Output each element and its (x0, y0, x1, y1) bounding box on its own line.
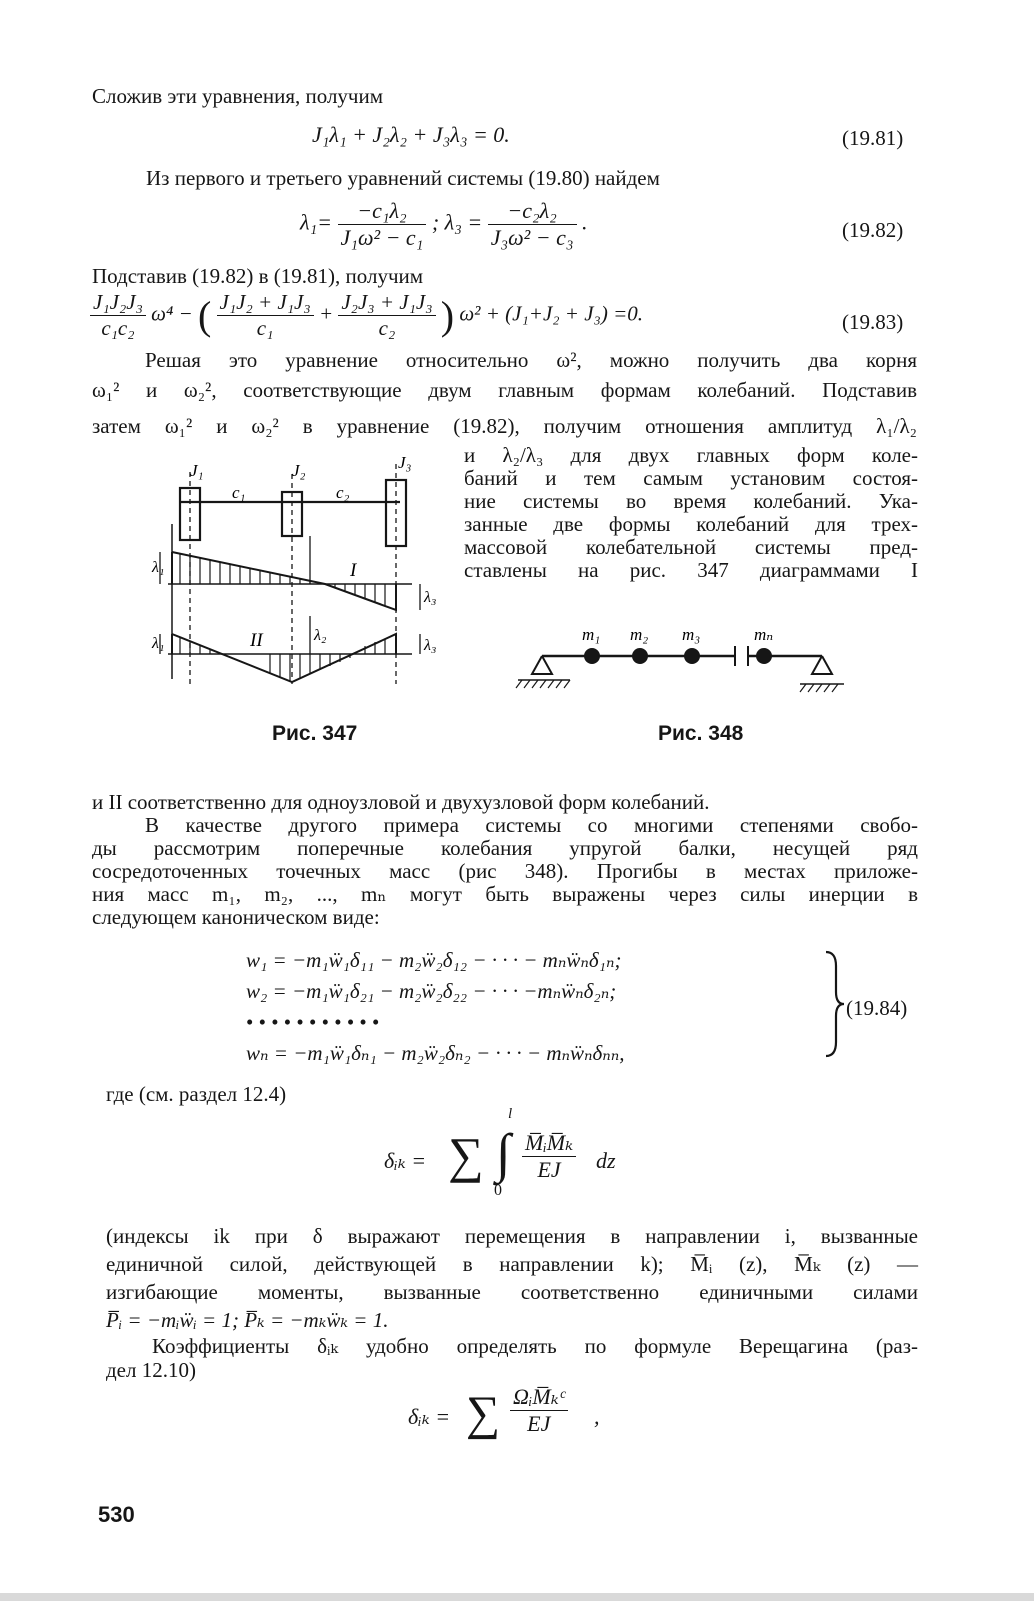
paragraph-line: ды рассмотрим поперечные колебания упругой балки, несущей ряд (92, 836, 918, 860)
eq-part: , (594, 1404, 600, 1429)
label-m3: m₃ (682, 625, 701, 644)
disc-1 (180, 488, 200, 540)
side-column (464, 444, 918, 582)
equation-19-82 (300, 198, 588, 251)
mass-1 (584, 648, 600, 664)
eq-part: ω⁴ − (151, 301, 193, 326)
eq-part: + (318, 301, 334, 326)
figure-caption-348: Рис. 348 (658, 722, 744, 745)
equation-tag: (19.82) (842, 218, 904, 242)
fraction-denominator: EJ (537, 1157, 561, 1182)
equation-19-83 (90, 290, 643, 341)
right-paren: ) (440, 293, 455, 338)
equation-system-19-84 (246, 948, 625, 1072)
paragraph-line: дел 12.10) (106, 1358, 196, 1382)
integral-upper: l (508, 1106, 513, 1122)
fraction-numerator: J₂J₃ + J₁J₃ (338, 290, 435, 316)
fraction-numerator: J₁J₂ + J₁J₃ (217, 290, 314, 316)
fraction-denominator: J₁ω² − c₁ (340, 225, 424, 250)
equation-tag: (19.84) (846, 996, 908, 1020)
eq-part: ; λ₃ = (431, 209, 483, 235)
figure-348 (510, 620, 860, 700)
paragraph-line: Решая это уравнение относительно ω², можно получить два корня (145, 348, 917, 372)
fraction (90, 290, 146, 341)
eq-part: . (582, 209, 588, 235)
mass-3 (684, 648, 700, 664)
paragraph-line: и λ₂/λ₃ для двух главных форм коле- (464, 443, 918, 467)
eq-part: δᵢₖ = (408, 1404, 451, 1429)
page-number: 530 (98, 1502, 135, 1527)
label-form-I: I (350, 560, 357, 581)
fraction-numerator: M̅ᵢM̅ₖ (522, 1130, 576, 1157)
fraction-numerator: −c₂λ₂ (488, 198, 577, 225)
label-form-II: II (250, 630, 263, 651)
fraction (338, 290, 435, 341)
paragraph-line: затем ω₁² и ω₂² в уравнение (19.82), получим отношения амплитуд λ₁/λ₂ (92, 414, 917, 438)
fraction-denominator: EJ (527, 1411, 551, 1436)
system-row: w₁ = −m₁ẅ₁δ₁₁ − m₂ẅ₂δ₁₂ − · · · − mₙẅₙδ₁ₙ; (246, 948, 622, 972)
paragraph-line: (индексы ik при δ выражают перемещения в направлении i, вызванные (106, 1224, 918, 1248)
mass-n (756, 648, 772, 664)
label-lambda2: λ₂ (314, 627, 327, 644)
fraction-numerator: ΩᵢM̅ₖᶜ (510, 1384, 568, 1411)
label-lambda3: λ₃ (424, 589, 437, 606)
sum-sign: ∑ (448, 1127, 484, 1183)
mass-2 (632, 648, 648, 664)
fraction (338, 198, 427, 251)
label-m2: m₂ (630, 625, 649, 644)
paragraph-line: ω₁² и ω₂², соответствующие двум главным формам колебаний. Подставив (92, 378, 917, 402)
sum-sign: ∑ (466, 1387, 501, 1440)
text-line: где (см. раздел 12.4) (106, 1082, 287, 1106)
fraction (217, 290, 314, 341)
paragraph (106, 1222, 918, 1334)
equation-tag: (19.83) (842, 310, 904, 334)
fraction-denominator: c₁c₂ (101, 316, 135, 340)
eq-part: dz (596, 1148, 616, 1173)
text-line: Из первого и третьего уравнений системы (19.80) найдем (146, 166, 660, 190)
eq-part: λ₁= (300, 209, 333, 235)
paragraph-line: занные две формы колебаний для трех- (464, 512, 918, 536)
system-row: w₂ = −m₁ẅ₁δ₂₁ − m₂ẅ₂δ₂₂ − · · · −mₙẅₙδ₂ₙ; (246, 979, 617, 1003)
fraction-denominator: c₂ (378, 316, 396, 340)
label-lambda1: λ₁ (152, 559, 165, 576)
paragraph-line: ние системы во время колебаний. Ука- (464, 489, 918, 513)
paragraph (106, 1334, 918, 1382)
integral-sign: ∫ (496, 1123, 511, 1183)
eq-part: ω² + (J₁+J₂ + J₃) =0. (459, 301, 644, 326)
fraction-numerator: J₁J₂J₃ (90, 290, 146, 316)
eq-part: δᵢₖ = (384, 1148, 427, 1173)
left-paren: ( (197, 293, 212, 338)
figure-347 (150, 454, 450, 704)
text-line: и II соответственно для одноузловой и двухузловой форм колебаний. (92, 790, 710, 814)
fraction (510, 1384, 568, 1437)
paragraph-line: В качестве другого примера системы со многими степенями свобо- (145, 813, 918, 837)
system-row-dots: • • • • • • • • • • • (246, 1010, 380, 1034)
paragraph-line: Коэффициенты δᵢₖ удобно определять по формуле Верещагина (раз- (152, 1334, 918, 1358)
paragraph-line: ния масс m₁, m₂, ..., mₙ могут быть выражены через силы инерции в (92, 882, 918, 906)
figure-caption-347: Рис. 347 (272, 722, 358, 745)
equation-19-81: J₁λ₁ + J₂λ₂ + J₃λ₃ = 0. (312, 122, 510, 147)
paragraph-line: единичной силой, действующей в направлении k); M̅ᵢ (z), M̅ₖ (z) — (106, 1252, 918, 1276)
paragraph-line: изгибающие моменты, вызванные соответственно единичными силами (106, 1280, 918, 1304)
paragraph-line: сосредоточенных точечных масс (рис 348). Прогибы в местах приложе- (92, 859, 918, 883)
fraction (522, 1130, 576, 1183)
paragraph-line: P̅ᵢ = −mᵢẅᵢ = 1; P̅ₖ = −mₖẅₖ = 1. (106, 1308, 389, 1332)
label-J2: J₂ (292, 461, 306, 480)
text-line: Подставив (19.82) в (19.81), получим (92, 264, 424, 288)
scan-edge (0, 1593, 1034, 1601)
label-m1: m₁ (582, 625, 601, 644)
fraction-denominator: J₃ω² − c₃ (490, 225, 574, 250)
paragraph-line: следующем каноническом виде: (92, 905, 380, 929)
label-c1: c₁ (232, 483, 246, 502)
paragraph-line: ставлены на рис. 347 диаграммами I (464, 558, 918, 582)
label-mn: mₙ (754, 625, 774, 644)
label-c2: c₂ (336, 483, 350, 502)
label-J1: J₁ (190, 461, 204, 480)
integral-lower: 0 (494, 1182, 502, 1199)
label-lambda1-II: λ₁ (152, 635, 165, 652)
fraction-numerator: −c₁λ₂ (338, 198, 427, 225)
paragraph (92, 814, 918, 929)
paragraph-line: баний и тем самым установим состоя- (464, 466, 918, 490)
equation-tag: (19.81) (842, 126, 904, 150)
fraction-denominator: c₁ (256, 316, 274, 340)
label-lambda3-II: λ₃ (424, 637, 437, 654)
system-row: wₙ = −m₁ẅ₁δₙ₁ − m₂ẅ₂δₙ₂ − · · · − mₙẅₙδₙₙ, (246, 1041, 625, 1065)
paragraph-line: массовой колебательной системы пред- (464, 535, 918, 559)
right-brace (822, 948, 846, 1060)
label-J3: J₃ (398, 454, 412, 472)
text-line: Сложив эти уравнения, получим (92, 84, 384, 108)
fraction (488, 198, 577, 251)
